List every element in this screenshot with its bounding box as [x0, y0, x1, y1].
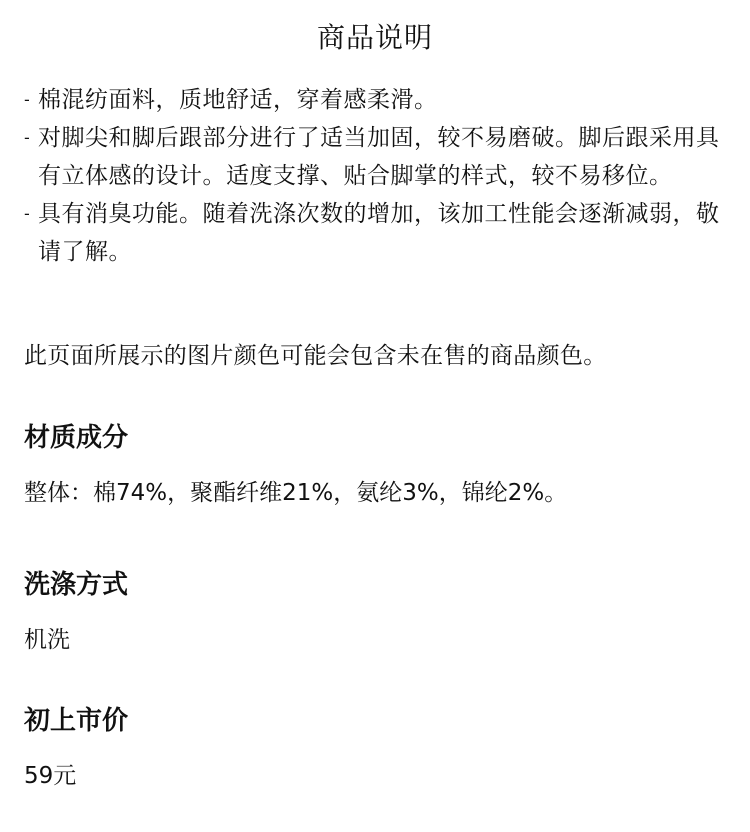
feature-text: 具有消臭功能。随着洗涤次数的增加，该加工性能会逐渐减弱，敬请了解。 — [38, 201, 720, 265]
material-composition: 整体：棉74%，聚酯纤维21%，氨纶3%，锦纶2%。 — [24, 480, 568, 506]
bullet-dash: - — [24, 128, 31, 147]
feature-item-reinforcement — [24, 119, 730, 195]
washing-method: 机洗 — [24, 627, 70, 653]
bullet-dash: - — [24, 204, 31, 223]
page-title: 商品说明 — [316, 21, 433, 54]
price-heading: 初上市价 — [24, 706, 129, 736]
color-disclaimer: 此页面所展示的图片颜色可能会包含未在售的商品颜色。 — [24, 343, 607, 369]
feature-item-deodorant — [24, 195, 730, 271]
feature-text: 棉混纺面料，质地舒适，穿着感柔滑。 — [38, 87, 438, 113]
feature-item-fabric — [24, 81, 730, 119]
feature-text: 对脚尖和脚后跟部分进行了适当加固，较不易磨破。脚后跟采用具有立体感的设计。适度支撑、贴合脚掌的样式，较不易移位。 — [38, 125, 720, 189]
bullet-dash: - — [24, 90, 31, 109]
feature-list — [24, 81, 730, 271]
launch-price: 59元 — [24, 763, 77, 789]
material-heading: 材质成分 — [24, 423, 129, 453]
washing-heading: 洗涤方式 — [24, 570, 129, 600]
